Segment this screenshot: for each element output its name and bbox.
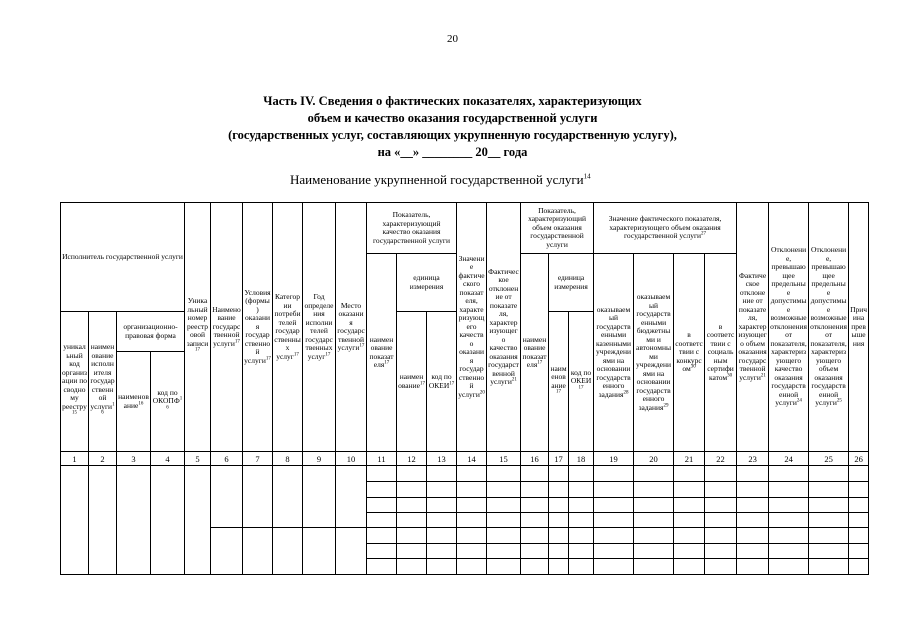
empty-cell	[427, 559, 457, 575]
empty-cell	[487, 466, 521, 482]
col-3-header: наименование$^{16}$	[117, 352, 151, 452]
empty-cell	[367, 528, 397, 544]
empty-cell	[674, 498, 705, 513]
empty-cell	[397, 559, 427, 575]
column-number: 22	[705, 452, 737, 466]
col-18-header: код по ОКЕИ$^{17}$	[569, 312, 594, 452]
empty-cell	[273, 466, 303, 528]
column-number: 8	[273, 452, 303, 466]
empty-cell	[243, 466, 273, 528]
col-24-header: Отклонение, превышающее предельные допустимые возможные отклонения от показателя, характеризующего качество оказания государственной услуги$^{24}$	[769, 203, 809, 452]
empty-cell	[594, 528, 634, 544]
header-row-1	[61, 203, 869, 254]
empty-cell	[674, 544, 705, 559]
column-number: 2	[89, 452, 117, 466]
empty-cell	[303, 466, 336, 528]
empty-cell	[705, 559, 737, 575]
col-4-header: код по ОКОПФ$^{16}$	[151, 352, 185, 452]
col-2-header: наименование исполнителя государственной услуги$^{16}$	[89, 312, 117, 452]
empty-cell	[849, 528, 869, 544]
empty-cell	[367, 482, 397, 498]
empty-cell	[397, 498, 427, 513]
empty-cell	[397, 466, 427, 482]
column-number: 14	[457, 452, 487, 466]
column-number: 4	[151, 452, 185, 466]
empty-cell	[367, 466, 397, 482]
empty-cell	[427, 528, 457, 544]
empty-cell	[397, 544, 427, 559]
empty-cell	[849, 559, 869, 575]
col-21-header: в соответствии с конкурсом$^{30}$	[674, 254, 705, 452]
column-number: 24	[769, 452, 809, 466]
empty-cell	[521, 482, 549, 498]
footnote-ref: 14	[583, 172, 591, 181]
empty-cell	[594, 466, 634, 482]
empty-cell	[737, 559, 769, 575]
empty-cell	[549, 513, 569, 528]
empty-cell	[594, 544, 634, 559]
empty-cell	[705, 528, 737, 544]
empty-cell	[427, 482, 457, 498]
empty-cell	[674, 466, 705, 482]
org-legal-form-header: организационно-правовая форма	[117, 312, 185, 352]
quality-group-header: Показатель, характеризующий качество оказания государственной услуги	[367, 203, 457, 254]
col-8-header: Категории потребителей государственных услуг$^{17}$	[273, 203, 303, 452]
empty-cell	[634, 544, 674, 559]
actual-volume-group-header: Значение фактического показателя, характеризующего объем оказания государственной услуги$^{27}$	[594, 203, 737, 254]
report-table	[60, 202, 869, 575]
empty-cell	[397, 528, 427, 544]
column-number: 20	[634, 452, 674, 466]
empty-cell	[457, 559, 487, 575]
empty-cell	[594, 513, 634, 528]
empty-cell	[427, 513, 457, 528]
col-26-header: Причина превышения	[849, 203, 869, 452]
empty-cell	[849, 482, 869, 498]
col-20-header: оказываемый государственными бюджетными и автономными учреждениями на основании государственного задания$^{29}$	[634, 254, 674, 452]
empty-cell	[151, 466, 185, 575]
empty-cell	[273, 528, 303, 575]
empty-cell	[769, 544, 809, 559]
empty-cell	[705, 544, 737, 559]
service-name-text: Наименование укрупненной государственной услуги	[290, 172, 584, 187]
empty-cell	[809, 498, 849, 513]
service-name-label	[290, 172, 591, 188]
empty-cell	[737, 544, 769, 559]
empty-cell	[849, 466, 869, 482]
empty-cell	[367, 513, 397, 528]
column-number: 13	[427, 452, 457, 466]
column-number: 12	[397, 452, 427, 466]
empty-cell	[521, 544, 549, 559]
empty-cell	[397, 482, 427, 498]
empty-cell	[367, 559, 397, 575]
column-number: 16	[521, 452, 549, 466]
column-number: 11	[367, 452, 397, 466]
column-number: 23	[737, 452, 769, 466]
empty-cell	[634, 498, 674, 513]
col-11-header: наименование показателя$^{17}$	[367, 254, 397, 452]
column-number: 17	[549, 452, 569, 466]
empty-cell	[243, 528, 273, 575]
heading-line-3: (государственных услуг, составляющих укрупненную государственную услугу),	[228, 128, 677, 142]
empty-cell	[674, 513, 705, 528]
page-number: 20	[447, 33, 458, 45]
empty-cell	[303, 528, 336, 575]
empty-cell	[809, 528, 849, 544]
unit-header-2: единица измерения	[549, 254, 594, 312]
empty-cell	[457, 513, 487, 528]
empty-cell	[737, 528, 769, 544]
empty-cell	[594, 482, 634, 498]
col-19-header: оказываемый государственными казенными учреждениями на основании государственного задания$^{28}$	[594, 254, 634, 452]
empty-cell	[809, 559, 849, 575]
empty-cell	[769, 482, 809, 498]
empty-cell	[457, 482, 487, 498]
empty-cell	[674, 559, 705, 575]
heading-line-1: Часть IV. Сведения о фактических показателях, характеризующих	[263, 94, 642, 108]
column-number: 15	[487, 452, 521, 466]
empty-cell	[89, 466, 117, 575]
heading-line-4: на «__» ________ 20__ года	[377, 145, 528, 159]
col-14-header: Значение фактического показателя, характеризующего качество оказания государственной услуги$^{20}$	[457, 203, 487, 452]
empty-cell	[849, 544, 869, 559]
empty-cell	[809, 544, 849, 559]
column-number: 6	[211, 452, 243, 466]
empty-cell	[521, 559, 549, 575]
empty-cell	[61, 466, 89, 575]
column-number: 26	[849, 452, 869, 466]
empty-cell	[549, 544, 569, 559]
empty-cell	[549, 498, 569, 513]
col-17-header: наименование$^{17}$	[549, 312, 569, 452]
empty-cell	[569, 498, 594, 513]
col-9-header: Год определения исполнителей государственных услуг$^{17}$	[303, 203, 336, 452]
column-number: 10	[336, 452, 367, 466]
empty-cell	[457, 498, 487, 513]
empty-cell	[336, 528, 367, 575]
empty-cell	[549, 559, 569, 575]
empty-cell	[397, 513, 427, 528]
empty-cell	[487, 513, 521, 528]
empty-cell	[185, 466, 211, 575]
executor-group-header: Исполнитель государственной услуги	[61, 203, 185, 312]
empty-cell	[569, 513, 594, 528]
column-number: 7	[243, 452, 273, 466]
empty-cell	[521, 498, 549, 513]
empty-cell	[594, 498, 634, 513]
empty-cell	[674, 528, 705, 544]
unit-header-1: единица измерения	[397, 254, 457, 312]
empty-cell	[737, 513, 769, 528]
empty-cell	[367, 498, 397, 513]
empty-cell	[211, 466, 243, 528]
volume-group-header: Показатель, характеризующий объем оказания государственной услуги	[521, 203, 594, 254]
column-number: 25	[809, 452, 849, 466]
column-number: 3	[117, 452, 151, 466]
empty-cell	[521, 466, 549, 482]
empty-cell	[549, 466, 569, 482]
empty-cell	[769, 498, 809, 513]
column-number: 21	[674, 452, 705, 466]
empty-cell	[549, 528, 569, 544]
empty-cell	[634, 528, 674, 544]
empty-cell	[336, 466, 367, 528]
heading-line-2: объем и качество оказания государственной услуги	[307, 111, 598, 125]
table-row	[61, 466, 869, 482]
empty-cell	[809, 482, 849, 498]
empty-cell	[769, 466, 809, 482]
empty-cell	[487, 482, 521, 498]
empty-cell	[737, 482, 769, 498]
empty-cell	[569, 528, 594, 544]
empty-cell	[569, 544, 594, 559]
column-number: 5	[185, 452, 211, 466]
empty-cell	[634, 513, 674, 528]
empty-cell	[117, 466, 151, 575]
empty-cell	[634, 482, 674, 498]
empty-cell	[569, 559, 594, 575]
empty-cell	[705, 498, 737, 513]
empty-cell	[487, 528, 521, 544]
empty-cell	[634, 559, 674, 575]
column-number: 19	[594, 452, 634, 466]
empty-cell	[737, 498, 769, 513]
empty-cell	[849, 498, 869, 513]
col-1-header: уникальный код организации по сводному реестру$^{15}$	[61, 312, 89, 452]
empty-cell	[569, 466, 594, 482]
col-25-header: Отклонение, превышающее предельные допустимые возможные отклонения от показателя, характеризующего объем оказания государственной услуги$^{25}$	[809, 203, 849, 452]
empty-cell	[457, 466, 487, 482]
col-16-header: наименование показателя$^{17}$	[521, 254, 549, 452]
empty-cell	[634, 466, 674, 482]
empty-cell	[705, 482, 737, 498]
empty-cell	[521, 513, 549, 528]
col-15-header: Фактическое отклонение от показателя, характеризующего качество оказания государственной услуги$^{21}$	[487, 203, 521, 452]
empty-cell	[705, 466, 737, 482]
empty-cell	[367, 544, 397, 559]
section-heading	[180, 93, 725, 161]
empty-cell	[521, 528, 549, 544]
col-6-header: Наименование государственной услуги$^{17}$	[211, 203, 243, 452]
empty-cell	[427, 544, 457, 559]
empty-cell	[457, 528, 487, 544]
empty-cell	[705, 513, 737, 528]
empty-cell	[737, 466, 769, 482]
empty-cell	[427, 498, 457, 513]
col-10-header: Место оказания государственной услуги$^{17}$	[336, 203, 367, 452]
empty-cell	[674, 482, 705, 498]
empty-cell	[487, 544, 521, 559]
col-7-header: Условия (формы) оказания государственной услуги$^{17}$	[243, 203, 273, 452]
column-number: 9	[303, 452, 336, 466]
empty-cell	[549, 482, 569, 498]
col-23-header: Фактическое отклонение от показателя, характеризующего объем оказания государственной услуги$^{21}$	[737, 203, 769, 452]
empty-cell	[809, 513, 849, 528]
column-number-row	[61, 452, 869, 466]
empty-cell	[769, 513, 809, 528]
col-13-header: код по ОКЕИ$^{17}$	[427, 312, 457, 452]
col-22-header: в соответствии с социальным сертификатом$^{30}$	[705, 254, 737, 452]
empty-cell	[487, 559, 521, 575]
empty-cell	[457, 544, 487, 559]
col-12-header: наименование$^{17}$	[397, 312, 427, 452]
empty-cell	[769, 528, 809, 544]
empty-cell	[769, 559, 809, 575]
empty-cell	[427, 466, 457, 482]
empty-cell	[487, 498, 521, 513]
column-number: 18	[569, 452, 594, 466]
empty-cell	[569, 482, 594, 498]
empty-cell	[594, 559, 634, 575]
empty-cell	[849, 513, 869, 528]
empty-cell	[809, 466, 849, 482]
column-number: 1	[61, 452, 89, 466]
col-5-header: Уникальный номер реестровой записи$^{17}$	[185, 203, 211, 452]
empty-cell	[211, 528, 243, 575]
